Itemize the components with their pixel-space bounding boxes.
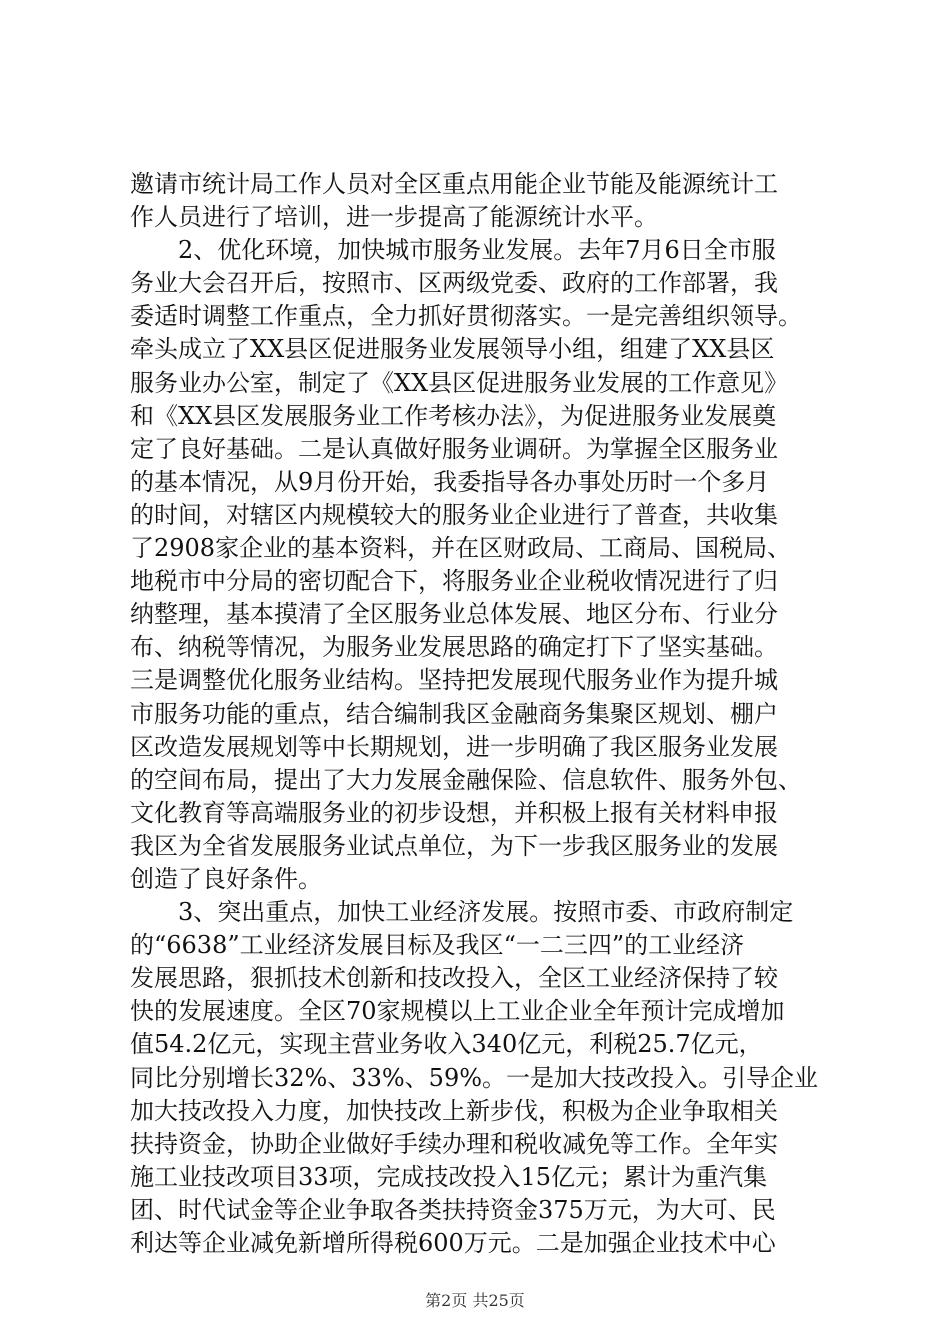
text-line: 值54.2亿元，实现主营业务收入340亿元，利税25.7亿元， [130, 1030, 763, 1059]
text-line: 的时间，对辖区内规模较大的服务业企业进行了普查，共收集 [130, 500, 778, 529]
text-line: 作人员进行了培训，进一步提高了能源统计水平。 [130, 203, 658, 232]
text-line: 区改造发展规划等中长期规划，进一步明确了我区服务业发展 [130, 732, 778, 761]
page-number-footer: 第2页 共25页 [425, 1291, 525, 1310]
text-line: 和《XX县区发展服务业工作考核办法》，为促进服务业发展奠 [130, 401, 777, 430]
document-body [130, 168, 830, 1260]
text-line: 创造了良好条件。 [130, 864, 322, 893]
text-line: 牵头成立了XX县区促进服务业发展领导小组，组建了XX县区 [130, 335, 775, 364]
text-line: 了2908家企业的基本资料，并在区财政局、工商局、国税局、 [130, 534, 792, 563]
text-line: 的空间布局，提出了大力发展金融保险、信息软件、服务外包、 [130, 765, 802, 794]
text-line: 施工业技改项目33项，完成技改投入15亿元；累计为重汽集 [130, 1162, 768, 1191]
text-line: 的“6638”工业经济发展目标及我区“一二三四”的工业经济 [130, 931, 745, 960]
text-line: 纳整理，基本摸清了全区服务业总体发展、地区分布、行业分 [130, 600, 778, 629]
text-line: 三是调整优化服务业结构。坚持把发展现代服务业作为提升城 [130, 666, 778, 695]
text-line: 布、纳税等情况，为服务业发展思路的确定打下了坚实基础。 [130, 633, 778, 662]
text-line: 扶持资金，协助企业做好手续办理和税收减免等工作。全年实 [130, 1129, 778, 1158]
text-line: 文化教育等高端服务业的初步设想，并积极上报有关材料申报 [130, 798, 778, 827]
text-line: 邀请市统计局工作人员对全区重点用能企业节能及能源统计工 [130, 170, 778, 198]
text-line: 市服务功能的重点，结合编制我区金融商务集聚区规划、棚户 [130, 699, 778, 728]
text-line: 同比分别增长32%、33%、59%。一是加大技改投入。引导企业 [130, 1063, 819, 1092]
text-line: 发展思路，狠抓技术创新和技改投入，全区工业经济保持了较 [130, 964, 778, 993]
text-line: 委适时调整工作重点，全力抓好贯彻落实。一是完善组织领导。 [130, 302, 802, 331]
text-line: 我区为全省发展服务业试点单位，为下一步我区服务业的发展 [130, 831, 778, 860]
text-line: 快的发展速度。全区70家规模以上工业企业全年预计完成增加 [130, 997, 785, 1026]
paragraph-start-line: 3、突出重点，加快工业经济发展。按照市委、市政府制定 [178, 898, 794, 927]
text-line: 加大技改投入力度，加快技改上新步伐，积极为企业争取相关 [130, 1096, 778, 1125]
text-line: 务业大会召开后，按照市、区两级党委、政府的工作部署，我 [130, 269, 778, 298]
text-line: 团、时代试金等企业争取各类扶持资金375万元，为大可、民 [130, 1195, 776, 1224]
text-line: 地税市中分局的密切配合下，将服务业企业税收情况进行了归 [130, 567, 778, 596]
paragraph-start-line: 2、优化环境，加快城市服务业发展。去年7月6日全市服 [178, 236, 776, 265]
text-line: 的基本情况，从9月份开始，我委指导各办事处历时一个多月 [130, 467, 770, 496]
text-line: 定了良好基础。二是认真做好服务业调研。为掌握全区服务业 [130, 434, 778, 463]
text-line: 利达等企业减免新增所得税600万元。二是加强企业技术中心 [130, 1229, 776, 1257]
text-line: 服务业办公室，制定了《XX县区促进服务业发展的工作意见》 [130, 368, 789, 397]
